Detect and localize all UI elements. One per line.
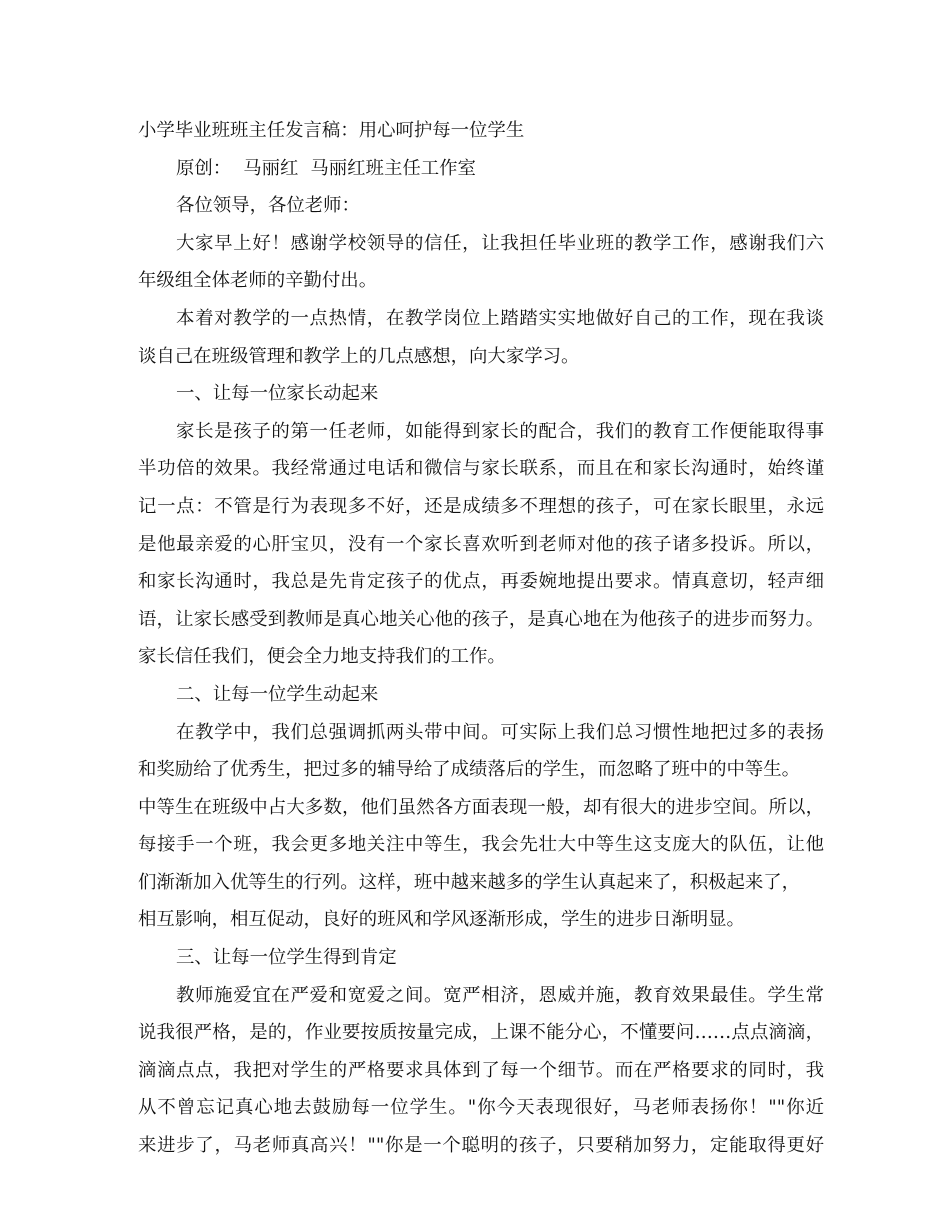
paragraph-line: 大家早上好！感谢学校领导的信任，让我担任毕业班的教学工作，感谢我们六 <box>176 232 824 254</box>
document-title: 小学毕业班班主任发言稿：用心呵护每一位学生 <box>138 120 525 141</box>
paragraph-line: 相互影响，相互促动，良好的班风和学风逐渐形成，学生的进步日渐明显。 <box>138 909 745 931</box>
paragraph-line: 说我很严格，是的，作业要按质按量完成，上课不能分心，不懂要问……点点滴滴， <box>138 1022 824 1044</box>
paragraph-line: 和家长沟通时，我总是先肯定孩子的优点，再委婉地提出要求。情真意切，轻声细 <box>138 571 824 593</box>
section-heading: 二、让每一位学生动起来 <box>176 683 379 705</box>
paragraph-line: 半功倍的效果。我经常通过电话和微信与家长联系，而且在和家长沟通时，始终谨 <box>138 458 824 480</box>
paragraph-line: 本着对教学的一点热情，在教学岗位上踏踏实实地做好自己的工作，现在我谈 <box>176 307 824 329</box>
paragraph-line: 语，让家长感受到教师是真心地关心他的孩子，是真心地在为他孩子的进步而努力。 <box>138 608 824 630</box>
byline-label: 原创： <box>176 157 232 179</box>
paragraph-line: 家长是孩子的第一任老师，如能得到家长的配合，我们的教育工作便能取得事 <box>176 420 824 442</box>
paragraph-line: 记一点：不管是行为表现多不好，还是成绩多不理想的孩子，可在家长眼里，永远 <box>138 495 824 517</box>
paragraph-line: 中等生在班级中占大多数，他们虽然各方面表现一般，却有很大的进步空间。所以， <box>138 796 824 818</box>
section-heading: 三、让每一位学生得到肯定 <box>176 947 397 969</box>
byline-source: 马丽红班主任工作室 <box>310 157 476 179</box>
byline-author: 马丽红 <box>243 157 299 179</box>
paragraph-line: 谈自己在班级管理和教学上的几点感想，向大家学习。 <box>138 345 580 367</box>
paragraph-line: 家长信任我们，便会全力地支持我们的工作。 <box>138 646 506 668</box>
section-heading: 一、让每一位家长动起来 <box>176 383 379 405</box>
paragraph-line: 来进步了，马老师真高兴！""你是一个聪明的孩子，只要稍加努力，定能取得更好 <box>138 1135 824 1157</box>
paragraph-line: 是他最亲爱的心肝宝贝，没有一个家长喜欢听到老师对他的孩子诸多投诉。所以， <box>138 533 824 555</box>
paragraph-line: 和奖励给了优秀生，把过多的辅导给了成绩落后的学生，而忽略了班中的中等生。 <box>138 759 801 781</box>
paragraph-line: 们渐渐加入优等生的行列。这样，班中越来越多的学生认真起来了，积极起来了， <box>138 871 801 893</box>
paragraph-line: 滴滴点点，我把对学生的严格要求具体到了每一个细节。而在严格要求的同时，我 <box>138 1059 824 1081</box>
paragraph-line: 教师施爱宜在严爱和宽爱之间。宽严相济，恩威并施，教育效果最佳。学生常 <box>176 984 824 1006</box>
paragraph-line: 每接手一个班，我会更多地关注中等生，我会先壮大中等生这支庞大的队伍，让他 <box>138 834 824 856</box>
byline <box>138 150 824 188</box>
salutation: 各位领导，各位老师： <box>176 195 360 217</box>
paragraph-line: 在教学中，我们总强调抓两头带中间。可实际上我们总习惯性地把过多的表扬 <box>176 721 824 743</box>
paragraph-line: 从不曾忘记真心地去鼓励每一位学生。"你今天表现很好，马老师表扬你！""你近 <box>138 1097 824 1119</box>
body-text <box>138 225 824 1165</box>
document-body <box>138 112 824 1165</box>
paragraph-line: 年级组全体老师的辛勤付出。 <box>138 270 378 292</box>
